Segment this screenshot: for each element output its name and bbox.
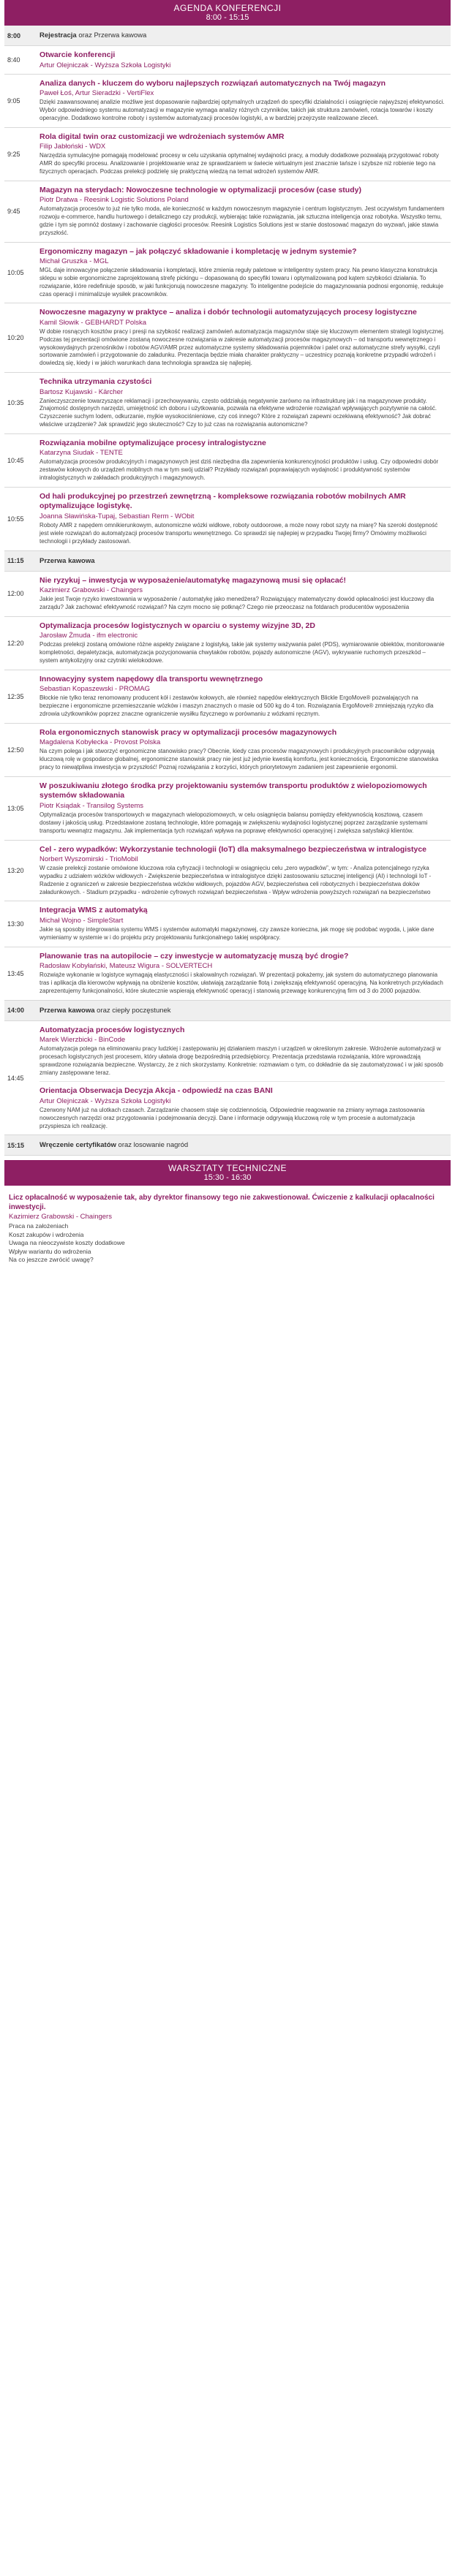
- session-speaker: Piotr Ksiądak - Transilog Systems: [40, 802, 144, 811]
- session-title: Rola ergonomicznych stanowisk pracy w optymalizacji procesów magazynowych: [40, 727, 337, 737]
- agenda-row: [4, 75, 451, 128]
- agenda-time: 14:45: [7, 1074, 24, 1082]
- session: [40, 952, 445, 996]
- session-speaker: Norbert Wyszomirski - TrioMobil: [40, 855, 138, 864]
- workshop-point: Na co jeszcze zwrócić uwagę?: [9, 1256, 94, 1264]
- session-title: Orientacja Obserwacja Decyzja Akcja - odpowiedź na czas BANI: [40, 1086, 273, 1096]
- session-description: MGL daje innowacyjne połączenie składowania i kompletacji, które zmienia reguły paletowe w inteligentny system pracy. Na pewno klasyczna konstrukcja sklepu w sobie ergonomiczne zaprojektowaną strefę pickingu – dopasowaną do specyfiki towaru i optymalizowaną pod kątem szybkości działania. To rozwiązanie, które redefiniuje sposób, w jaki funkcjonują nowoczesne magazyny. To inteligentne podejście do magazynowania podnosi ergonomię, redukuje czas operacji i minimalizuje wysiłek pracowników.: [40, 267, 444, 298]
- break-label: Rejestracja: [40, 31, 77, 39]
- session-divider: [40, 1081, 445, 1082]
- agenda-banner: [4, 0, 451, 26]
- session-description: Błockie nie tylko teraz renomowany producent kół i zestawów kołowych, ale również napędów elektrycznych Blickle ErgoMove® pozwalających na bezpieczne i ergonomiczne przemieszczanie wózków i maszyn znacznych o masie od 500 kg do 4 ton. Rozwiązania ErgoMove® zmniejszają ryzyko dla zdrowia użytkowników poprzez znaczne ograniczenie wysiłku fizycznego w porównaniu z wózkami ręcznym.: [40, 694, 434, 718]
- session-description: Jakie jest Twoje ryzyko inwestowania w wyposażenie / automatykę jako menedżera? Rozwiązujący matematyczny dowód opłacalności jest kluczowy dla zarządu? Jak zachować efektywność rozwiązań? Na czym mocno się potknąć? Czego nie przeoczasz na fotdarach producentów wyposażenia: [40, 596, 435, 610]
- session-title: Magazyn na sterydach: Nowoczesne technologie w optymalizacji procesów (case study): [40, 185, 361, 194]
- session: [40, 79, 445, 123]
- session-title: Innowacyjny system napędowy dla transportu wewnętrznego: [40, 674, 263, 683]
- session-speaker: Michał Wojno - SimpleStart: [40, 916, 124, 925]
- agenda-body: [35, 901, 451, 946]
- session-description: Czerwony NAM już na ulotkach czasach. Zarządzanie chaosem staje się codziennością. Odpowiednie reagowanie na zmiany wymaga zastosowania nowoczesnych narzędzi oraz przygotowania i podejmowania decyzji. Dane i informacje odgrywają kluczową rolę w tym procesie a automatyzacja przyspiesza ich realizację.: [40, 1107, 425, 1129]
- session-description: Na czym polega i jak stworzyć ergonomiczne stanowisko pracy? Obecnie, kiedy czas procesów magazynowych i produkcyjnych pracowników odgrywają kluczową rolę w gospodarce globalnej, ergonomiczne stanowisk pracy nie jest już jedynie kwestią komfortu, jest koniecznością. Ergonomiczne stanowiska pracy to niewątpliwa inwestycja w przyszłość! Poznaj rozwiązania z korzyści, których priorytetowym zadaniem jest zapewnienie ergonomii.: [40, 748, 439, 771]
- agenda-body: [35, 551, 451, 571]
- agenda-time: 12:35: [7, 692, 24, 700]
- session: [40, 576, 445, 612]
- agenda-time: 9:45: [7, 208, 20, 216]
- session-description: Roboty AMR z napędem omnikierunkowym, autonomiczne wózki widłowe, roboty outdoorowe, a może nowy robot szyty na miarę? Na szeroki dostępność jest wiele rozwiązań do automatyzacji procesów transportu wewnętrznego. Co sprawdzi się najlepiej w przypadku Twojej firmy? Omówimy możliwości technologii i przykłady zastosowań.: [40, 522, 438, 545]
- session-description: Automatyzacja procesów produkcyjnych i magazynowych jest dziś niezbędna dla zapewnienia konkurencyjności produktów i usług. Czy odpowiedni dobór zestawów kołowych do urządzeń mobilnych ma w tym swój udział? Przykłady rozwiązań poprawiających wydajność i produktywność systemów intralogistycznych w zakładach produkcyjnych i magazynowych.: [40, 458, 439, 482]
- session-speaker: Filip Jabłoński - WDX: [40, 143, 106, 151]
- agenda-row: [4, 1021, 451, 1136]
- agenda-time: 13:45: [7, 969, 24, 977]
- agenda-body: [35, 1135, 451, 1155]
- session-speaker: Kamil Słowik - GEBHARDT Polska: [40, 319, 147, 327]
- session: [40, 439, 445, 482]
- agenda-body: [35, 572, 451, 616]
- session: [40, 492, 445, 546]
- session: [40, 781, 445, 836]
- session-speaker: Joanna Sławińska-Tupaj, Sebastian Rerm - WObit: [40, 512, 195, 521]
- agenda-row: [4, 434, 451, 488]
- break-label-rest: oraz ciepły poczęstunek: [94, 1006, 171, 1015]
- workshop-point: Koszt zakupów i wdrożenia: [9, 1230, 84, 1238]
- agenda-time: 12:20: [7, 639, 24, 647]
- agenda-row: [4, 841, 451, 902]
- agenda-row: [4, 46, 451, 75]
- agenda-time: 10:20: [7, 334, 24, 342]
- agenda-body: [35, 777, 451, 840]
- agenda-row: [4, 724, 451, 777]
- agenda-body: [35, 434, 451, 487]
- session-title: Od hali produkcyjnej po przestrzeń zewnętrzną - kompleksowe rozwiązania robotów mobilnych AMR optymalizujące logistykę.: [40, 491, 406, 511]
- agenda-row: [4, 901, 451, 947]
- session-speaker: Kazimierz Grabowski - Chaingers: [40, 586, 143, 595]
- workshop-session: [9, 1193, 446, 1264]
- session-description: Rozwiąże wykonanie w logistyce wymagają elastyczności i skalowalnych rozwiązań. W prezentacji pokażemy, jak system do automatycznego planowania tras i aplikacja dla kierowców wpływają na obniżenie kosztów, ułatwiają zarządzanie flotą i zwiększają efektywność operacyjną. Na konkretnych przykładach zaprezentujemy funkcjonalności, które skutecznie wspierają efektywność operacyj i stanowią przewagę konkurencyjną firm od 3 do 2000 pojazdów.: [40, 971, 443, 994]
- agenda-body: [35, 303, 451, 372]
- session-title: Cel - zero wypadków: Wykorzystanie technologii (IoT) dla maksymalnego bezpieczeństwa w intralogistyce: [40, 844, 427, 854]
- session-title: Optymalizacja procesów logistycznych w oparciu o systemy wizyjne 3D, 2D: [40, 621, 315, 630]
- agenda-time: 13:05: [7, 804, 24, 812]
- agenda-row: [4, 777, 451, 841]
- session-speaker: Radosław Kobyłański, Mateusz Wigura - SOLVERTECH: [40, 962, 213, 971]
- agenda-row: [4, 26, 451, 46]
- session-title: Nowoczesne magazyny w praktyce – analiza i dobór technologii automatyzujących procesy logistyczne: [40, 308, 417, 317]
- session: [40, 1086, 445, 1130]
- agenda-time: 15:15: [7, 1141, 25, 1149]
- session-title: W poszukiwaniu złotego środka przy projektowaniu systemów transportu produktów z wielopoziomowych systemów składowania: [40, 781, 427, 800]
- session-description: W dobie rosnących kosztów pracy i presji na szybkość realizacji zamówień automatyzacja magazynów staje się kluczowym elementem strategii logistycznej. Podczas tej prezentacji omówione zostaną nowoczesne rozwiązania w zakresie automatyzacji procesów magazynowych – od transportu wewnętrznego i wysokowydajnych przenośników i robotów AGV/AMR przez automatyczne systemy składowania pojemników i palet oraz automatyczne strefy wysyłki, czyli sortowanie zamówień i przygotowanie do załadunku. Prezentacja będzie miała charakter praktyczny – uczestnicy poznają konkretne przypadki wdrożeń i dowiedzą się, kiedy i w jakich warunkach dana technologia sprawdza się najlepiej.: [40, 328, 445, 367]
- agenda-body: [35, 243, 451, 303]
- break-label: Przerwa kawowa: [40, 556, 95, 565]
- agenda-time: 8:00 - 15:15: [206, 13, 249, 22]
- agenda-time: 14:00: [7, 1007, 25, 1015]
- session-title: Analiza danych - kluczem do wyboru najlepszych rozwiązań automatycznych na Twój magazyn: [40, 78, 386, 88]
- break-label-rest: oraz Przerwa kawowa: [76, 31, 147, 39]
- agenda-time: 10:45: [7, 456, 24, 464]
- workshop-speaker: Kazimierz Grabowski - Chaingers: [9, 1213, 112, 1221]
- workshops-time: 15:30 - 16:30: [203, 1173, 252, 1183]
- agenda-time: 13:20: [7, 866, 24, 874]
- agenda-body: [35, 75, 451, 127]
- break-label: Wręczenie certyfikatów: [40, 1141, 116, 1150]
- session-speaker: Bartosz Kujawski - Kärcher: [40, 387, 124, 396]
- session-description: Jakie są sposoby integrowania systemu WMS i systemów automatyki magazynowej, czy zawsze konieczna, jak mogę się podobać wygoda, i, jakie dane wymieniamy w systemie w i do projektu przy projektowaniu funkcjonalnego takiej współpracy.: [40, 925, 435, 941]
- session: [40, 675, 445, 719]
- agenda-body: [35, 617, 451, 670]
- session-title: Technika utrzymania czystości: [40, 376, 152, 386]
- session-description: Narzędzia symulacyjne pomagają modelować procesy w celu uzyskania optymalnej wydajności pracy, a moduły dodatkowe pozwalają przygotować roboty AMR do specyfiki procesu. Analizowanie i projektowanie wraz ze sprawdzaniem w świecie wirtualnym jest znacznie tańsze i szybsze niż robienie tego na fizycznych operacjach. Podczas prelekcji podzielę się praktyczną wiedzą na temat wdrożeń systemów AMR.: [40, 152, 439, 175]
- agenda-row: [4, 488, 451, 551]
- agenda-row: [4, 243, 451, 304]
- session-description: Automatyzacja polega na eliminowaniu pracy ludzkiej i zastępowaniu jej działaniem maszyn i urządzeń w określonym zakresie. Wdrożenie automatyzacji w procesach logistycznych jest procesem, który ułatwia drogę bezpośrednią przedsiębiorcy. Prezentacja przedstawia rozwiązania, które wprowadzają sprawdzone rozwiązania bezpieczne. Wystarczy, że z nich skorzystamy. Konkretnie: rozmawiam o tym, co dokładnie da się zautomatyzować i w jaki sposób zmiany zastępowane teraz.: [40, 1045, 443, 1076]
- agenda-title: AGENDA KONFERENCJI: [173, 3, 282, 13]
- session: [40, 845, 445, 897]
- session-description: Podczas prelekcji zostaną omówione różne aspekty związane z logistyką, takie jak systemy ważywania palet (PDS), wymiarowanie obiektów, monitorowanie kompletności, depaletyzacja, automatyzacja pozycjonowania chwytaków robotów, pojazdy autonomiczne (AGV), wykrywanie ruchomych przeszkód – system antykolizyjny oraz czytniki wielokodowe.: [40, 641, 445, 664]
- session: [40, 906, 445, 942]
- session: [40, 377, 445, 429]
- session-title: Otwarcie konferencji: [40, 50, 116, 59]
- agenda-body: [35, 181, 451, 242]
- session-title: Rola digital twin oraz customizacji we wdrożeniach systemów AMR: [40, 132, 285, 141]
- workshops-title: WARSZTATY TECHNICZNE: [168, 1163, 287, 1174]
- agenda-time: 12:00: [7, 590, 24, 598]
- agenda-row: [4, 947, 451, 1001]
- workshop-points: [9, 1222, 446, 1264]
- agenda-time: 13:30: [7, 920, 24, 928]
- agenda-body: [35, 947, 451, 1000]
- agenda-time: 8:00: [7, 31, 21, 39]
- session-speaker: Artur Olejniczak - Wyższa Szkoła Logistyki: [40, 1097, 171, 1106]
- agenda-time: 10:35: [7, 399, 24, 407]
- session-speaker: Marek Wierzbicki - BinCode: [40, 1036, 126, 1045]
- session-title: Ergonomiczny magazyn – jak połączyć składowanie i kompletację w jednym systemie?: [40, 246, 357, 256]
- agenda-row: [4, 1001, 451, 1021]
- session: [40, 186, 445, 238]
- break-label-rest: oraz losowanie nagród: [116, 1141, 189, 1150]
- agenda-row: [4, 1135, 451, 1156]
- session-title: Automatyzacja procesów logistycznych: [40, 1025, 185, 1034]
- agenda-row: [4, 181, 451, 243]
- session-speaker: Magdalena Kobyłecka - Provost Polska: [40, 738, 161, 747]
- session-speaker: Artur Olejniczak - Wyższa Szkoła Logistyki: [40, 61, 171, 69]
- session-speaker: Katarzyna Siudak - TENTE: [40, 449, 123, 458]
- session-speaker: Piotr Dratwa - Reesink Logistic Solutions Poland: [40, 196, 189, 205]
- session-speaker: Jarosław Żmuda - ifm electronic: [40, 632, 138, 640]
- agenda-time: 11:15: [7, 557, 24, 565]
- agenda-time: 8:40: [7, 56, 20, 64]
- agenda-row: [4, 670, 451, 724]
- agenda-row: [4, 572, 451, 617]
- workshop-point: Wpływ wariantu do wdrożenia: [9, 1247, 91, 1255]
- session: [40, 1026, 445, 1077]
- agenda-time: 12:50: [7, 746, 24, 754]
- agenda-body: [35, 1001, 451, 1020]
- session: [40, 621, 445, 665]
- workshop-point: Uwaga na nieoczywiste koszty dodatkowe: [9, 1239, 125, 1247]
- agenda-body: [35, 1021, 451, 1135]
- agenda-time: 10:05: [7, 268, 24, 276]
- agenda-time: 9:05: [7, 96, 20, 105]
- agenda-body: [35, 373, 451, 433]
- session: [40, 308, 445, 368]
- session-description: W czasie prelekcji zostanie omówione kluczowa rola cyfryzacji i technologii w osiągnięciu celu „zero wypadków”, w tym: - Analiza potencjalnego ryzyka wypadku z udziałem wózków widłowych - Zwiększenie bezpieczeństwa w intralogistyce dzięki zastosowaniu sztucznej inteligencji (AI) i technologii IoT - Radzenie z ograniczeń w zakresie bezpieczeństwa wózków widłowych, pojazdów AGV, bezpieczeństwa celi robotycznych i bezpieczeństwa doków załadunkowych. - Stadium przypadku - wdrożenie cyfrowych rozwiązań bezpieczeństwa - Wpływ wdrożenia powyższych rozwiązań na bezpieczeństwo: [40, 865, 432, 895]
- agenda-body: [35, 724, 451, 776]
- break-label: Przerwa kawowa: [40, 1006, 95, 1015]
- session: [40, 50, 445, 69]
- session-title: Rozwiązania mobilne optymalizujące procesy intralogistyczne: [40, 438, 266, 447]
- agenda-row: [4, 128, 451, 181]
- agenda-table: [4, 26, 451, 1156]
- session-title: Nie ryzykuj – inwestycja w wyposażenie/automatykę magazynową musi się opłacać!: [40, 575, 347, 585]
- agenda-body: [35, 670, 451, 723]
- agenda-row: [4, 551, 451, 572]
- workshops-banner: [4, 1160, 451, 1186]
- session-description: Dzięki zaawansowanej analizie możliwe jest dopasowanie najbardziej optymalnych urządzeń do specyfiki działalności i osiągnięcie najwyższej efektywności. Wybór odpowiedniego systemu automatyzacji w magazynie wymaga analizy różnych czynników, takich jak struktura zamówień, rotacja towarów i koszty operacyjne. Dodatkowo kontrolne roboty i systemów automatyzacji procesów logistyki, a w bardziej przejrzyste realizowane zleceń.: [40, 99, 445, 121]
- agenda-body: [35, 128, 451, 181]
- session-speaker: Paweł Łoś, Artur Sieradzki - VertiFlex: [40, 89, 154, 98]
- agenda-row: [4, 617, 451, 670]
- session-title: Integracja WMS z automatyką: [40, 906, 148, 915]
- session-title: Planowanie tras na autopilocie – czy inwestycje w automatyzację muszą być drogie?: [40, 951, 349, 961]
- session-description: Optymalizacja procesów transportowych w magazynach wielopoziomowych, w celu osiągnięcia balansu pomiędzy efektywnością kosztową, czasem dostawy i jakością usług. Przedstawione zostaną technologie, które pomagają w zwiększeniu wydajności logistycznej poprzez zarządzanie systemami transportu wewnątrz magazynu. Jak implementacja tych rozwiązań wpływa na poprawę efektywności operacyjnej i zwiększa satysfakcji klientów.: [40, 811, 428, 834]
- session: [40, 132, 445, 176]
- workshop-point: Praca na założeniach: [9, 1222, 69, 1230]
- session-speaker: Michał Gruszka - MGL: [40, 257, 109, 266]
- session: [40, 728, 445, 772]
- agenda-body: [35, 841, 451, 901]
- session-description: Zanieczyszczenie towarzyszące reklamacji i przechowywaniu, często oddziałują negatywnie zarówno na infrastrukturę jak i na magazynowe produkty. Znajomość dostępnych narzędzi, umiejętność ich doboru i użytkowania, pozwala na efektywne wdrożenie rozwiązań wpływających pozytywnie na całość. Czyszczenie suchym lodem, odkurzanie, myjkie wysokociśnieniowe, czy coś innego? Które z rozwiązań zapewni oczekiwaną efektywność? Jak dobrać właściwe urządzenie? Jak sprawdzić jego skuteczność? Czy to już czas na rozwiązania autonomiczne?: [40, 397, 437, 428]
- agenda-time: 9:25: [7, 150, 20, 158]
- agenda-body: [35, 488, 451, 550]
- agenda-row: [4, 373, 451, 434]
- agenda-body: [35, 26, 451, 45]
- workshop-title: Licz opłacalność w wyposażenie tak, aby dyrektor finansowy tego nie zakwestionował. Ćwiczenie z kalkulacji opłacalności inwestycji.: [9, 1194, 435, 1212]
- agenda-row: [4, 303, 451, 373]
- agenda-time: 10:55: [7, 515, 24, 523]
- session-description: Automatyzacja procesów to już nie tylko moda, ale konieczność w każdym nowoczesnym magazynie i centrum logistycznym. Jest oczywistym fundamentem rozwoju e-commerce, handlu hurtowego i detalicznego czy produkcji, wybierając takie rozwiązania, jak sztuczna inteligencja oraz robotyka. Wszystko temu, gdzie i tym się pomnóż dostawy i zachowanie ciągłości procesów. Reesink Logistics Solutions jest w stanie dostosować magazyn do wyzwań, jakie stawia przyszłość.: [40, 205, 445, 236]
- agenda-body: [35, 46, 451, 74]
- session-speaker: Sebastian Kopaszewski - PROMAG: [40, 685, 151, 694]
- session: [40, 247, 445, 299]
